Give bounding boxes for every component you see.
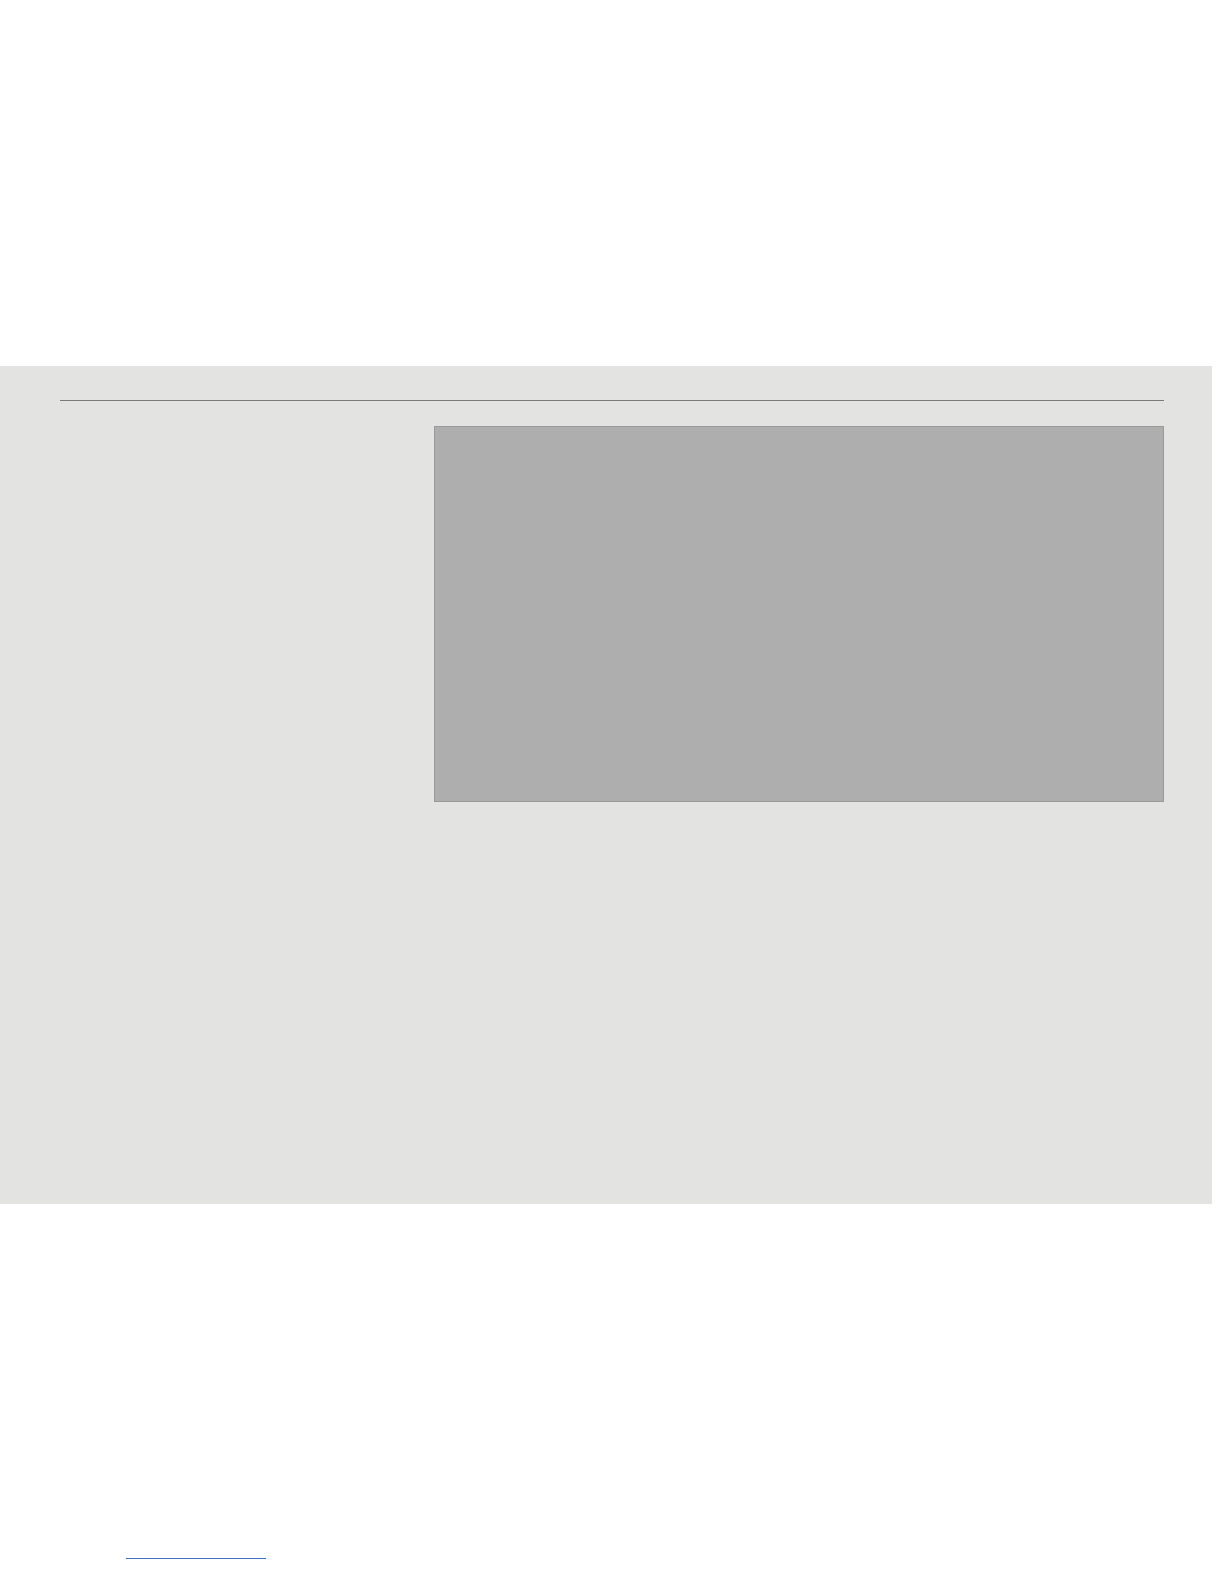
- footer-rule: [126, 1558, 266, 1559]
- warning-lamp-cluster-diagram: [434, 426, 1164, 802]
- header-rule: [60, 400, 1164, 401]
- cluster-svg: [435, 427, 1163, 801]
